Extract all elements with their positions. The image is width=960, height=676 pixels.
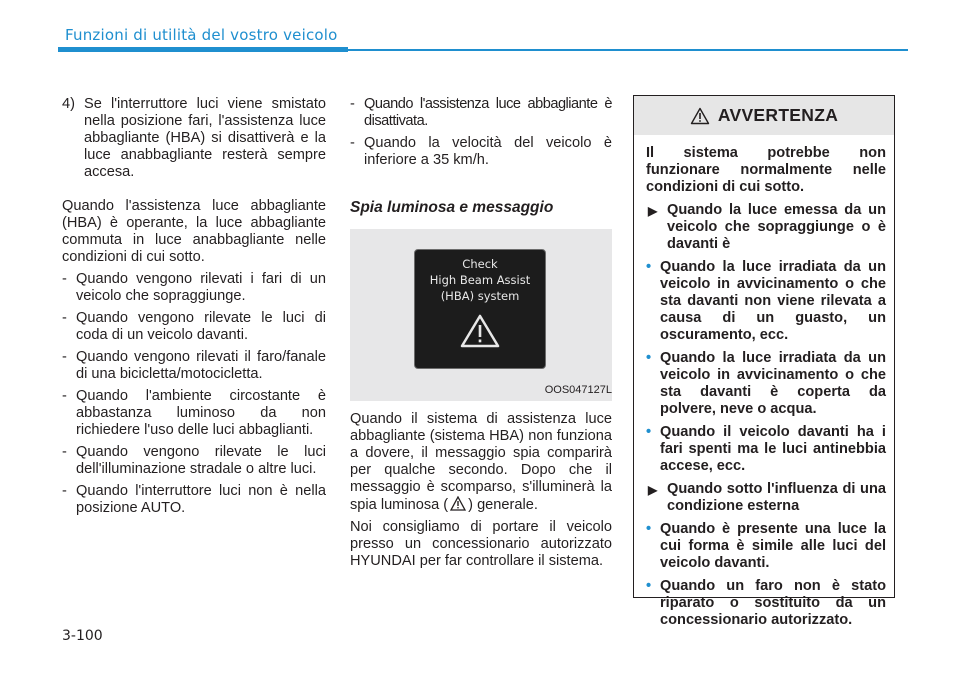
warning-item: ▶ Quando la luce emessa da un veicolo che sopraggiunge o è davanti è: [648, 202, 886, 252]
warning-header: [634, 96, 894, 135]
page-number: 3-100: [62, 628, 103, 644]
list-item: - Quando vengono rilevate le luci di coda di un veicolo davanti.: [62, 310, 326, 343]
warning-item: • Quando un faro non è stato riparato o sostituito da un concessionario autorizzato.: [646, 578, 886, 628]
warning-body: [634, 135, 894, 629]
list-item: - Quando vengono rilevati il faro/fanale di una bicicletta/motocicletta.: [62, 349, 326, 382]
figure-code: OOS047127L: [544, 384, 612, 396]
warning-triangle-icon: [460, 314, 500, 348]
item-text: Se l'interruttore luci viene smistato nella posizione fari, l'assistenza luce abbagliante (HBA) si disattiverà e la luce anabbagliante resterà sempre accesa.: [84, 96, 326, 180]
list-item: - Quando l'ambiente circostante è abbastanza luminoso da non richiedere l'uso delle luci abbaglianti.: [62, 388, 326, 438]
list-item: - Quando la velocità del veicolo è inferiore a 35 km/h.: [350, 135, 612, 168]
display-line: (HBA) system: [440, 289, 520, 303]
header-rule-thin: [348, 49, 908, 51]
figure: [350, 229, 612, 401]
warning-item: • Quando la luce irradiata da un veicolo in avvicinamento o che sta davanti è coperta da polvere, neve o acqua.: [646, 350, 886, 417]
warning-title: AVVERTENZA: [717, 105, 839, 125]
middle-column: [350, 96, 612, 570]
section-title: Funzioni di utilità del vostro veicolo: [65, 26, 338, 44]
list-item: - Quando vengono rilevati i fari di un veicolo che sopraggiunge.: [62, 271, 326, 304]
warning-item: • Quando è presente una luce la cui forma è simile alle luci del veicolo davanti.: [646, 521, 886, 571]
paragraph: Quando il sistema di assistenza luce abbagliante (sistema HBA) non funziona a dovere, il messaggio spia comparirà per qualche secondo. Dopo che il messaggio è scomparso, s'illuminerà la spia luminosa ( ) generale.: [350, 411, 612, 513]
warning-intro: Il sistema potrebbe non funzionare normalmente nelle condizioni di cui sotto.: [646, 145, 886, 195]
list-item: - Quando vengono rilevate le luci dell'illuminazione stradale o altre luci.: [62, 444, 326, 477]
warning-triangle-icon: [690, 107, 710, 125]
display-line: Check: [462, 257, 498, 271]
warning-item: ▶ Quando sotto l'influenza di una condizione esterna: [648, 481, 886, 514]
warning-light-icon: [450, 496, 466, 511]
warning-item: • Quando la luce irradiata da un veicolo in avvicinamento o che sta davanti non viene rilevata a causa di un guasto, un oscuramento, ecc.: [646, 259, 886, 343]
warning-item: • Quando il veicolo davanti ha i fari spenti ma le luci antinebbia accese, ecc.: [646, 424, 886, 474]
warning-box: [633, 95, 895, 628]
subheading: Spia luminosa e messaggio: [350, 199, 554, 216]
list-item: - Quando l'interruttore luci non è nella posizione AUTO.: [62, 483, 326, 516]
numbered-item: [62, 96, 326, 181]
instrument-cluster-display: [414, 249, 546, 369]
paragraph: Noi consigliamo di portare il veicolo presso un concessionario autorizzato HYUNDAI per far controllare il sistema.: [350, 519, 612, 569]
intro-paragraph: Quando l'assistenza luce abbagliante (HBA) è operante, la luce abbagliante commuta in luce anabbagliante nelle condizioni di cui sotto.: [62, 198, 326, 265]
list-item: - Quando l'assistenza luce abbagliante è disattivata.: [350, 96, 612, 129]
header-rule-thick: [58, 47, 348, 52]
display-line: High Beam Assist: [429, 273, 531, 287]
item-number: 4): [62, 96, 75, 112]
left-column: [62, 96, 326, 517]
